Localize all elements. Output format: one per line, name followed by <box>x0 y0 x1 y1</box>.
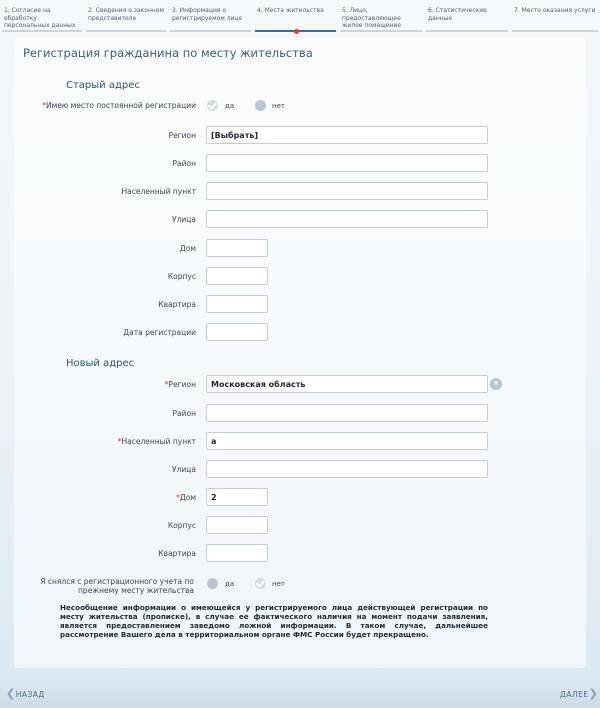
old-locality-label: Населенный пункт <box>121 187 196 196</box>
old-region-select[interactable]: [Выбрать] <box>206 126 488 144</box>
step-bar <box>86 30 166 32</box>
step-4[interactable] <box>253 0 338 34</box>
old-district-field[interactable] <box>206 154 488 172</box>
step-label: 6. Статистические данные <box>428 7 487 22</box>
old-street-label: Улица <box>172 215 196 224</box>
new-region-select[interactable]: Московская область <box>206 375 488 393</box>
deregistered-no-label: нет <box>272 580 285 588</box>
new-house-field[interactable]: 2 <box>206 488 268 506</box>
next-button[interactable] <box>560 687 598 701</box>
has-registration-label: *Имею место постоянной регистрации <box>42 101 196 110</box>
back-button-label: НАЗАД <box>15 690 45 699</box>
step-bar <box>2 30 82 32</box>
new-locality-field[interactable]: а <box>206 432 488 450</box>
deregistered-yes-radio[interactable] <box>207 578 218 589</box>
deregistered-no-radio[interactable] <box>255 578 266 589</box>
back-button[interactable] <box>6 687 45 701</box>
old-reg-date-label: Дата регистрации <box>123 328 196 337</box>
new-district-label: Район <box>172 409 196 418</box>
new-locality-label: *Населенный пункт <box>117 437 196 446</box>
step-bar <box>426 30 508 32</box>
step-label: 4. Места жительства <box>257 7 324 14</box>
step-label: 5. Лицо, предоставляющее жилое помещение <box>342 7 402 29</box>
page-title: Регистрация гражданина по месту жительства <box>23 46 313 60</box>
step-5[interactable] <box>338 0 424 34</box>
step-label: 2. Сведения о законном представителе <box>88 7 165 22</box>
step-2[interactable] <box>84 0 168 34</box>
registration-notice: Несообщение информации о имеющейся у регистрируемого лица действующей регистрации по месту жительства (прописке), в случае ее фактического наличия на момент подачи заявления, является предоставлением заведомо ложной информации. В таком случае, дальнейшее рассмотрение Вашего дела в территориальном органе ФМС России будет прекращено. <box>60 603 488 639</box>
old-region-label: Регион <box>168 131 196 140</box>
old-apartment-label: Квартира <box>158 300 196 309</box>
step-label: 1. Согласие на обработку персональных данных <box>4 7 76 29</box>
step-bar <box>340 30 422 32</box>
has-registration-no-label: нет <box>272 102 285 110</box>
step-bar <box>170 30 251 32</box>
old-address-heading: Старый адрес <box>66 80 140 91</box>
new-address-heading: Новый адрес <box>66 358 135 369</box>
next-button-label: ДАЛЕЕ <box>560 690 589 699</box>
chevron-right-icon: ❯ <box>588 687 599 700</box>
old-building-label: Корпус <box>167 272 196 281</box>
new-street-field[interactable] <box>206 460 488 478</box>
chevron-left-icon: ❮ <box>6 687 16 700</box>
new-building-field[interactable] <box>206 516 268 534</box>
step-bar <box>512 30 598 32</box>
old-reg-date-field[interactable] <box>206 323 268 341</box>
old-locality-field[interactable] <box>206 182 488 200</box>
new-street-label: Улица <box>172 465 196 474</box>
new-apartment-field[interactable] <box>206 544 268 562</box>
new-apartment-label: Квартира <box>158 549 196 558</box>
step-label: 3. Информация о регистрируемом лице <box>172 7 243 22</box>
new-district-field[interactable] <box>206 404 488 422</box>
new-house-label: *Дом <box>176 493 196 502</box>
old-apartment-field[interactable] <box>206 295 268 313</box>
has-registration-yes-radio[interactable] <box>207 100 218 111</box>
steps-nav <box>0 0 600 34</box>
step-6[interactable] <box>424 0 510 34</box>
new-building-label: Корпус <box>167 521 196 530</box>
step-7[interactable] <box>510 0 600 34</box>
step-3[interactable] <box>168 0 253 34</box>
old-house-field[interactable] <box>206 239 268 257</box>
footer-bar <box>0 680 600 708</box>
old-district-label: Район <box>172 159 196 168</box>
deregistered-yes-label: да <box>225 580 235 588</box>
clear-region-icon[interactable]: ✕ <box>490 378 502 390</box>
has-registration-no-radio[interactable] <box>255 100 266 111</box>
has-registration-yes-label: да <box>225 102 235 110</box>
step-label: 7. Место оказания услуги <box>514 7 596 14</box>
old-building-field[interactable] <box>206 267 268 285</box>
new-region-label: *Регион <box>164 380 196 389</box>
step-1[interactable] <box>0 0 84 34</box>
current-step-indicator <box>294 29 299 34</box>
old-street-field[interactable] <box>206 210 488 228</box>
deregistered-label: Я снялся с регистрационного учета по прежнему месту жительства <box>40 577 194 595</box>
old-house-label: Дом <box>179 244 196 253</box>
